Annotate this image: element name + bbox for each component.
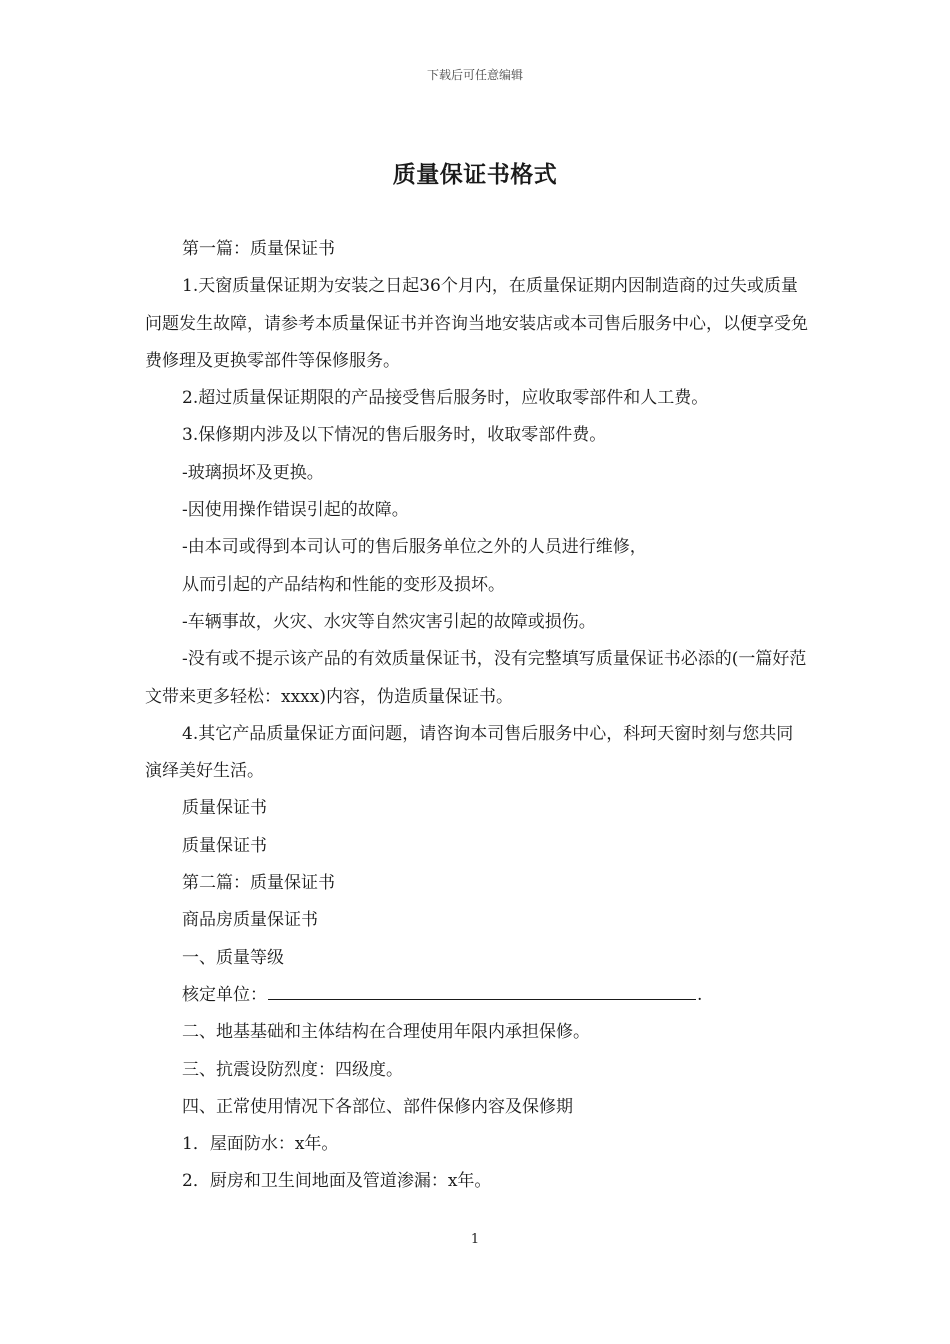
document-title: 质量保证书格式 [392,161,558,188]
list-item-continuation: 从而引起的产品结构和性能的变形及损坏。 [182,574,505,595]
clause-2: 2.超过质量保证期限的产品接受售后服务时，应收取零部件和人工费。 [182,388,709,409]
list-item-glass: -玻璃损坏及更换。 [182,462,324,483]
verification-suffix: . [697,984,703,1005]
page-number: 1 [470,1232,480,1247]
item-quality-grade: 一、质量等级 [182,947,284,968]
item-seismic: 三、抗震设防烈度：四级度。 [182,1059,403,1080]
clause-4: 4.其它产品质量保证方面问题，请咨询本司售后服务中心，科珂天窗时刻与您共同演绎美好生活。 [145,723,794,782]
list-item-accident: -车辆事故，火灾、水灾等自然灾害引起的故障或损伤。 [182,611,596,632]
item-kitchen-bath-leak: 2．厨房和卫生间地面及管道渗漏：x年。 [182,1171,492,1192]
subheading-housing: 商品房质量保证书 [182,910,318,931]
document-body [145,231,810,1201]
item-warranty-content: 四、正常使用情况下各部位、部件保修内容及保修期 [182,1096,573,1117]
item-roof-waterproof: 1．屋面防水：x年。 [182,1134,339,1155]
blank-underline [268,981,696,1000]
section-heading-1: 第一篇：质量保证书 [182,239,335,259]
subheading-certificate-2: 质量保证书 [182,835,267,856]
section-heading-2: 第二篇：质量保证书 [182,873,335,894]
item-foundation: 二、地基基础和主体结构在合理使用年限内承担保修。 [182,1022,590,1043]
list-item-no-certificate: -没有或不提示该产品的有效质量保证书，没有完整填写质量保证书必添的(一篇好范文带来更多轻松：xxxx)内容，伪造质量保证书。 [145,649,807,707]
clause-3: 3.保修期内涉及以下情况的售后服务时，收取零部件费。 [182,425,607,446]
list-item-misuse: -因使用操作错误引起的故障。 [182,500,409,521]
verification-label: 核定单位： [182,984,267,1005]
clause-1: 1.天窗质量保证期为安装之日起36个月内，在质量保证期内因制造商的过失或质量问题发生故障，请参考本质量保证书并咨询当地安装店或本司售后服务中心，以便享受免费修理及更换零部件等保修服务。 [145,276,808,371]
header-note: 下载后可任意编辑 [426,68,523,82]
verification-line [145,977,810,1014]
list-item-unauthorized-repair: -由本司或得到本司认可的售后服务单位之外的人员进行维修， [182,537,647,558]
subheading-certificate-1: 质量保证书 [182,798,267,819]
